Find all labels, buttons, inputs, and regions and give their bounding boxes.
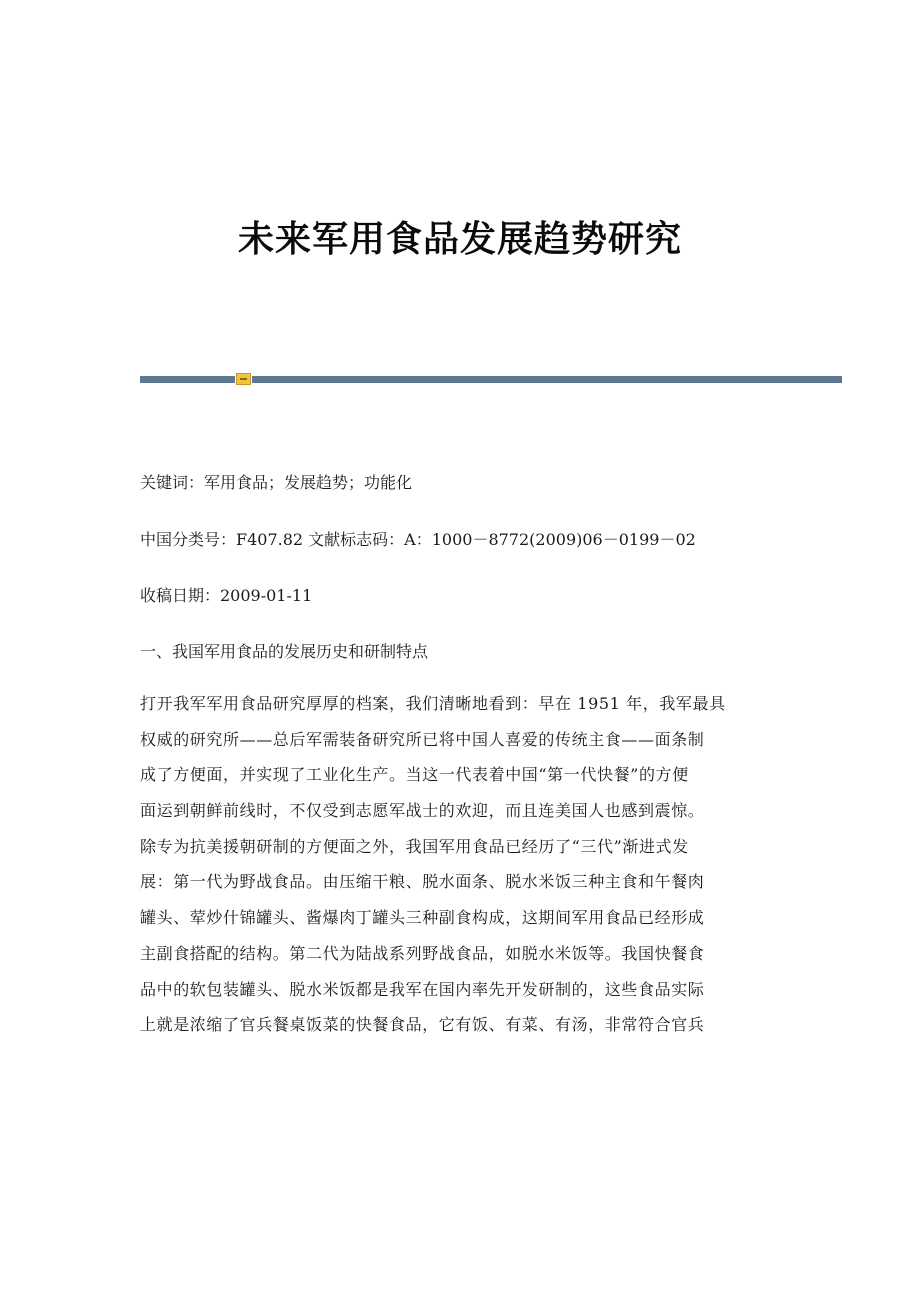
document-title: 未来军用食品发展趋势研究 xyxy=(237,219,682,260)
body-line: 罐头、荤炒什锦罐头、酱爆肉丁罐头三种副食构成，这期间军用食品已经形成 xyxy=(140,908,705,928)
divider-emblem-icon xyxy=(236,373,251,385)
divider-bar-middle xyxy=(252,376,395,383)
body-line: 展：第一代为野战食品。由压缩干粮、脱水面条、脱水米饭三种主食和午餐肉 xyxy=(140,872,705,892)
received-date-line: 收稿日期：2009-01-11 xyxy=(140,586,313,605)
body-line: 上就是浓缩了官兵餐桌饭菜的快餐食品，它有饭、有菜、有汤，非常符合官兵 xyxy=(140,1015,705,1035)
body-line: 除专为抗美援朝研制的方便面之外，我国军用食品已经历了“三代”渐进式发 xyxy=(140,836,689,856)
classification-line: 中国分类号：F407.82 文献标志码：A：1000－8772(2009)06－0199－02 xyxy=(140,530,696,549)
body-paragraph xyxy=(140,689,780,1046)
divider-bar-left xyxy=(140,376,235,383)
body-line: 权威的研究所——总后军需装备研究所已将中国人喜爱的传统主食——面条制 xyxy=(140,729,705,749)
body-line: 面运到朝鲜前线时，不仅受到志愿军战士的欢迎，而且连美国人也感到震惊。 xyxy=(140,801,705,821)
body-line: 品中的软包装罐头、脱水米饭都是我军在国内率先开发研制的，这些食品实际 xyxy=(140,979,705,999)
divider-bar-right xyxy=(395,376,842,383)
body-line: 打开我军军用食品研究厚厚的档案，我们清晰地看到：早在 1951 年，我军最具 xyxy=(140,694,726,713)
title-divider xyxy=(140,373,842,385)
keywords-line: 关键词：军用食品；发展趋势；功能化 xyxy=(140,473,413,492)
body-line: 主副食搭配的结构。第二代为陆战系列野战食品，如脱水米饭等。我国快餐食 xyxy=(140,943,705,963)
section-heading: 一、我国军用食品的发展历史和研制特点 xyxy=(140,642,429,661)
body-line: 成了方便面，并实现了工业化生产。当这一代表着中国“第一代快餐”的方便 xyxy=(140,765,689,785)
